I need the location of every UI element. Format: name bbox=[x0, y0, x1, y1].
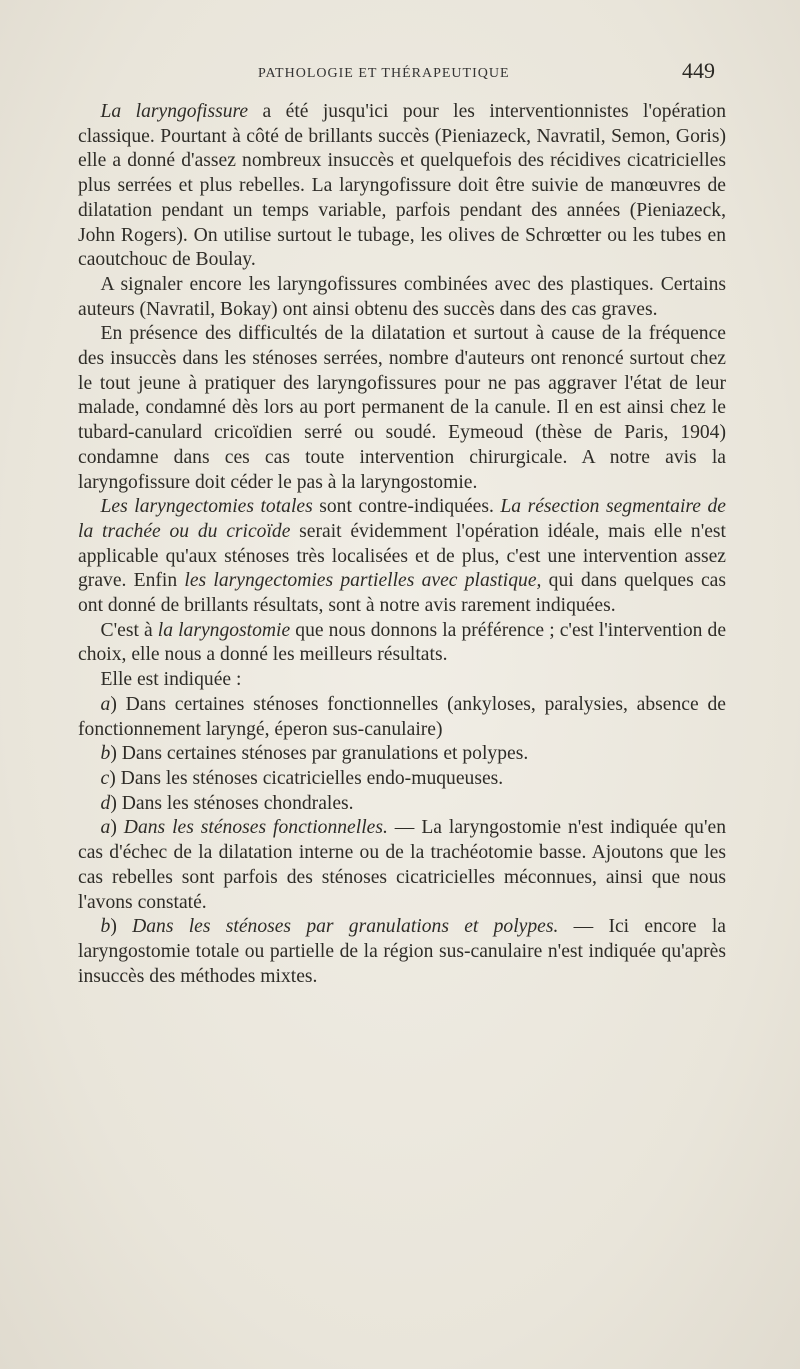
list-letter: b bbox=[100, 743, 111, 765]
running-head: PATHOLOGIE ET THÉRAPEUTIQUE bbox=[258, 66, 510, 81]
paragraph-plastiques: A signaler encore les laryngofissures combinées avec des plastiques. Certains auteurs (Navratil, Bokay) ont ainsi obtenu des succès dans des cas graves. bbox=[78, 273, 726, 320]
paragraph-text: qui dans quelques cas ont donné de brillants résultats, sont à notre avis rarement indiquées. bbox=[78, 570, 726, 617]
list-item-d: d) Dans les sténoses chondrales. bbox=[100, 792, 354, 814]
paragraph-laryngofissure bbox=[78, 100, 726, 273]
paragraph-fonctionnelles: a) Dans les sténoses fonctionnelles. — La laryngostomie n'est indiquée qu'en cas d'échec de la dilatation interne ou de la trachéotomie basse. Ajoutons que les cas rebelles sont parfois des sténoses cicatricielles méconnues, ainsi que nous l'avons constaté. bbox=[78, 817, 726, 913]
list-letter: c bbox=[100, 767, 110, 789]
list-item-text: Dans les sténoses chondrales. bbox=[121, 792, 354, 814]
paragraph-text: — La laryngostomie n'est indiquée qu'en cas d'échec de la dilatation interne ou de la trachéotomie basse. Ajoutons que les cas rebelles sont parfois des sténoses cicatricielles méconnues, ainsi que nous l'avons constaté. bbox=[78, 817, 726, 913]
page-header bbox=[0, 58, 800, 88]
paragraph-text: C'est à bbox=[100, 619, 158, 641]
body-text bbox=[78, 100, 726, 989]
list-item-text: Dans les sténoses cicatricielles endo-muqueuses. bbox=[120, 767, 504, 789]
list-letter: a bbox=[100, 817, 111, 839]
term-resection-segmentaire: La résection segmentaire de la trachée ou du cricoïde bbox=[78, 496, 726, 542]
list-letter: b bbox=[100, 916, 111, 938]
paragraph-granulations: b) Dans les sténoses par granulations et polypes. — Ici encore la laryngostomie totale ou partielle de la région sus-canulaire n'est indiquée qu'après insuccès des méthodes mixtes. bbox=[78, 916, 726, 987]
paragraph-text: serait évidemment l'opération idéale, mais elle n'est applicable qu'aux sténoses très localisées et de plus, c'est une intervention assez grave. Enfin bbox=[78, 520, 726, 592]
list-item-text: Dans certaines sténoses fonctionnelles (ankyloses, paralysies, absence de fonctionnement laryngé, éperon sus-canulaire) bbox=[78, 693, 726, 740]
paragraph-indications-intro: Elle est indiquée : bbox=[100, 669, 242, 691]
paragraph-text: a été jusqu'ici pour les interventionnistes l'opération classique. Pourtant à côté de brillants succès (Pieniazeck, Navratil, Semon, Goris) elle a donné d'assez nombreux insuccès et quelquefois des récidives cicatricielles plus serrées et plus rebelles. La laryngofissure doit être suivie de manœuvres de dilatation pendant un temps variable, parfois pendant des années (Pieniazeck, John Rogers). On utilise surtout le tubage, les olives de Schrœtter ou les tubes en caoutchouc de Boulay. bbox=[78, 101, 727, 271]
section-title-fonctionnelles: Dans les sténoses fonctionnelles. bbox=[123, 817, 388, 839]
list-item-text: Dans certaines sténoses par granulations et polypes. bbox=[121, 743, 529, 765]
section-title-granulations: Dans les sténoses par granulations et polypes. bbox=[132, 916, 559, 938]
term-laryngectomies-partielles: les laryngectomies partielles avec plastique, bbox=[184, 570, 542, 592]
paragraph-laryngectomies bbox=[78, 495, 726, 619]
term-laryngofissure: La laryngofissure bbox=[100, 101, 249, 122]
paragraph-difficultes: En présence des difficultés de la dilatation et surtout à cause de la fréquence des insuccès dans les sténoses serrées, nombre d'auteurs ont renoncé surtout chez le tout jeune à pratiquer des laryngofissures pour ne pas aggraver l'état de leur malade, condamné dès lors au port permanent de la canule. Il en est ainsi chez le tubard-canulard cricoïdien serré ou soudé. Eymeoud (thèse de Paris, 1904) condamne dans ces cas toute intervention chirurgicale. A notre avis la laryngofissure doit céder le pas à la laryngostomie. bbox=[78, 323, 726, 493]
page-number: 449 bbox=[682, 58, 715, 83]
paragraph-text: sont contre-indiquées. bbox=[312, 496, 501, 518]
paragraph-text: que nous donnons la préférence ; c'est l'intervention de choix, elle nous a donné les meilleurs résultats. bbox=[78, 619, 727, 666]
paragraph-text: — Ici encore la laryngostomie totale ou partielle de la région sus-canulaire n'est indiquée qu'après insuccès des méthodes mixtes. bbox=[78, 916, 726, 987]
list-letter: d bbox=[100, 792, 111, 814]
list-item-a: a) Dans certaines sténoses fonctionnelles (ankyloses, paralysies, absence de fonctionnement laryngé, éperon sus-canulaire) bbox=[78, 693, 726, 740]
paragraph-laryngostomie bbox=[78, 619, 726, 668]
list-item-b: b) Dans certaines sténoses par granulations et polypes. bbox=[100, 743, 529, 765]
list-item-c: c) Dans les sténoses cicatricielles endo-muqueuses. bbox=[100, 767, 504, 789]
term-laryngostomie: la laryngostomie bbox=[157, 619, 291, 641]
term-laryngectomies-totales: Les laryngectomies totales bbox=[100, 496, 313, 518]
list-letter: a bbox=[100, 693, 111, 715]
